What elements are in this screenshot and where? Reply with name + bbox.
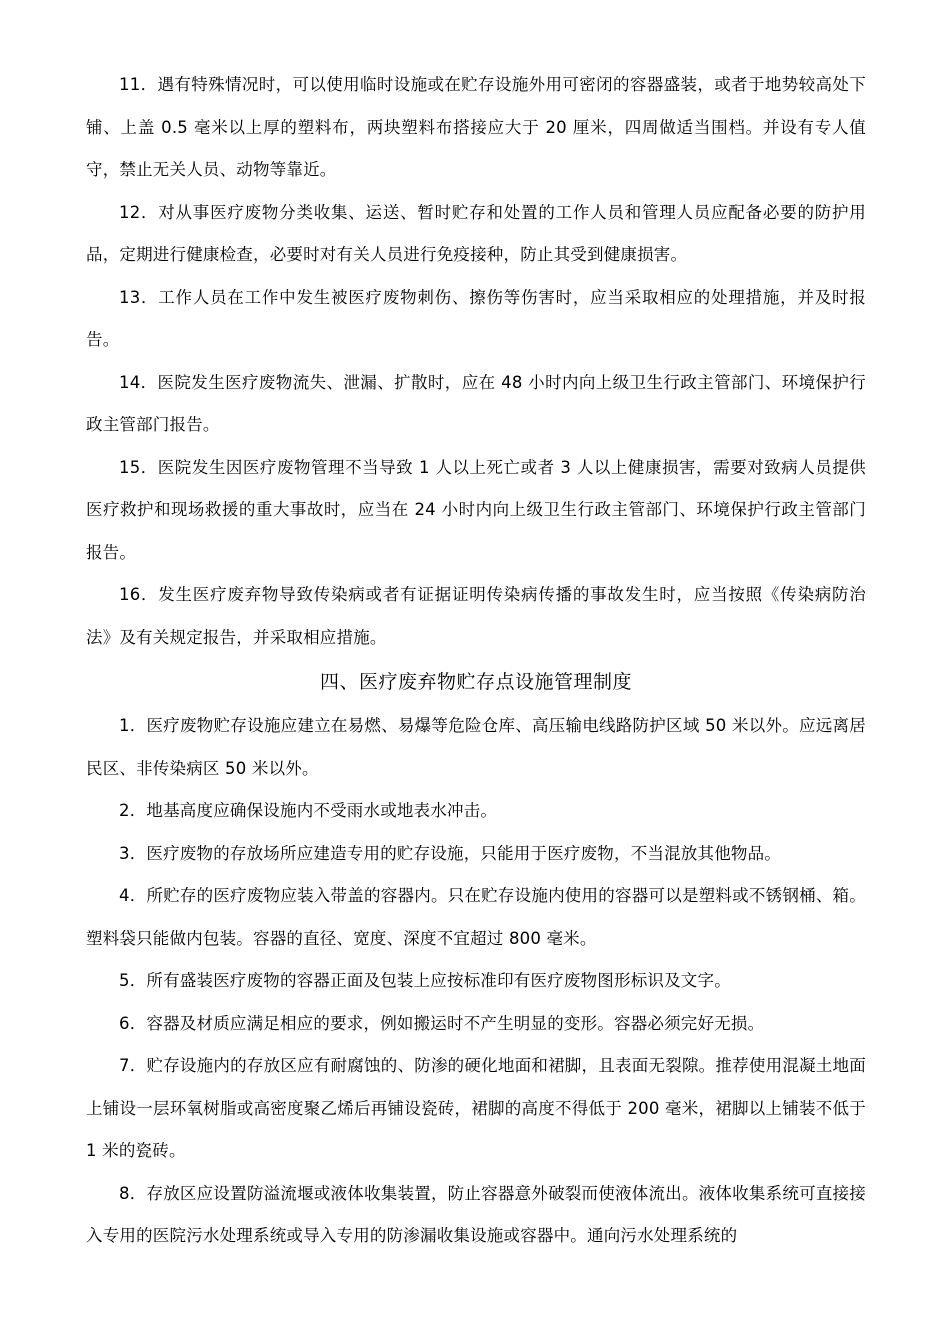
paragraph-number: 7． [119, 1056, 147, 1075]
paragraph-text: 医疗废物的存放场所应建造专用的贮存设施，只能用于医疗废物，不当混放其他物品。 [146, 843, 782, 863]
paragraph-text: 所贮存的医疗废物应装入带盖的容器内。只在贮存设施内使用的容器可以是塑料或不锈钢桶、箱。塑料袋只能做内包装。容器的直径、宽度、深度不宜超过 800 毫米。 [86, 886, 866, 948]
paragraph-16 [86, 574, 866, 659]
document-body [86, 64, 866, 1258]
paragraph-13 [86, 277, 866, 362]
paragraph-number: 15． [119, 457, 158, 477]
section-paragraph-5 [86, 960, 866, 1003]
paragraph-text: 医疗废物贮存设施应建立在易燃、易爆等危险仓库、高压输电线路防护区域 50 米以外。应远离居民区、非传染病区 50 米以外。 [86, 716, 866, 778]
paragraph-number: 12． [119, 202, 159, 222]
paragraph-number: 5． [119, 971, 147, 990]
paragraph-number: 6． [119, 1013, 147, 1033]
paragraph-text: 发生医疗废弃物导致传染病或者有证据证明传染病传播的事故发生时，应当按照《传染病防治法》及有关规定报告，并采取相应措施。 [86, 585, 866, 647]
paragraph-number: 11． [119, 75, 158, 94]
paragraph-text: 对从事医疗废物分类收集、运送、暂时贮存和处置的工作人员和管理人员应配备必要的防护用品，定期进行健康检查，必要时对有关人员进行免疫接种，防止其受到健康损害。 [86, 202, 866, 264]
paragraph-text: 存放区应设置防溢流堰或液体收集装置，防止容器意外破裂而使液体流出。液体收集系统可直接接入专用的医院污水处理系统或导入专用的防渗漏收集设施或容器中。通向污水处理系统的 [86, 1183, 866, 1245]
paragraph-15 [86, 447, 866, 575]
section-paragraph-8 [86, 1173, 866, 1258]
section-paragraph-7 [86, 1045, 866, 1173]
paragraph-number: 8． [119, 1183, 147, 1203]
section-paragraph-2 [86, 790, 866, 833]
paragraph-text: 所有盛装医疗废物的容器正面及包装上应按标准印有医疗废物图形标识及文字。 [146, 971, 731, 990]
section-heading: 四、医疗废弃物贮存点设施管理制度 [319, 671, 632, 693]
paragraph-number: 13． [119, 287, 159, 307]
section-paragraph-3 [86, 833, 866, 876]
paragraph-text: 贮存设施内的存放区应有耐腐蚀的、防渗的硬化地面和裙脚，且表面无裂隙。推荐使用混凝土地面上铺设一层环氧树脂或高密度聚乙烯后再铺设瓷砖，裙脚的高度不得低于 200 毫米，裙脚以上铺装不低于 1 米的瓷砖。 [86, 1056, 866, 1160]
paragraph-number: 3． [119, 843, 147, 863]
paragraph-text: 工作人员在工作中发生被医疗废物刺伤、擦伤等伤害时，应当采取相应的处理措施，并及时报告。 [86, 287, 866, 349]
paragraph-text: 医院发生医疗废物流失、泄漏、扩散时，应在 48 小时内向上级卫生行政主管部门、环境保护行政主管部门报告。 [86, 372, 866, 434]
paragraph-14 [86, 362, 866, 447]
paragraph-11 [86, 64, 866, 192]
paragraph-number: 14． [119, 372, 158, 392]
section-paragraph-1 [86, 705, 866, 790]
paragraph-12 [86, 192, 866, 277]
paragraph-text: 地基高度应确保设施内不受雨水或地表水冲击。 [146, 801, 498, 820]
paragraph-text: 医院发生因医疗废物管理不当导致 1 人以上死亡或者 3 人以上健康损害，需要对致病人员提供医疗救护和现场救援的重大事故时，应当在 24 小时内向上级卫生行政主管部门、环境保护行政主管部门报告。 [86, 457, 866, 562]
paragraph-number: 2． [119, 801, 147, 820]
section-paragraph-4 [86, 875, 866, 960]
paragraph-text: 遇有特殊情况时，可以使用临时设施或在贮存设施外用可密闭的容器盛装，或者于地势较高处下铺、上盖 0.5 毫米以上厚的塑料布，两块塑料布搭接应大于 20 厘米，四周做适当围档。并设有专人值守，禁止无关人员、动物等靠近。 [86, 75, 866, 179]
paragraph-number: 4． [119, 886, 147, 905]
paragraph-number: 16． [119, 585, 159, 604]
section-paragraph-6 [86, 1003, 866, 1046]
paragraph-number: 1． [119, 716, 147, 735]
paragraph-text: 容器及材质应满足相应的要求，例如搬运时不产生明显的变形。容器必须完好无损。 [146, 1013, 765, 1033]
